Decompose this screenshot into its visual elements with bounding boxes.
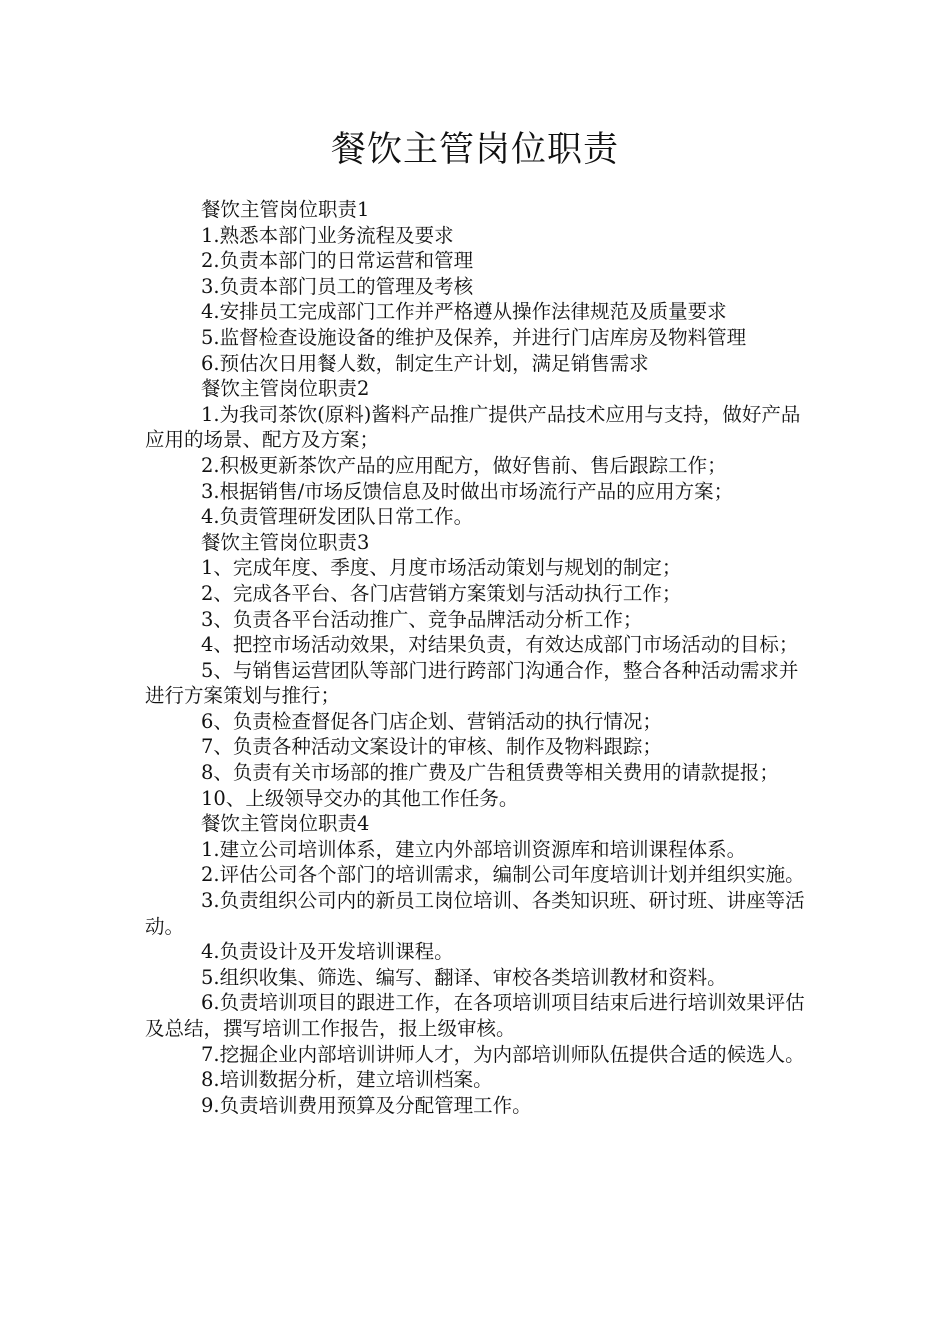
duty-item: 7.挖掘企业内部培训讲师人才，为内部培训师队伍提供合适的候选人。	[201, 1042, 805, 1066]
duty-item: 3.负责本部门员工的管理及考核	[201, 274, 474, 298]
duty-item: 3、负责各平台活动推广、竞争品牌活动分析工作；	[201, 607, 643, 631]
duty-item: 7、负责各种活动文案设计的审核、制作及物料跟踪；	[201, 735, 662, 759]
duty-item: 10、上级领导交办的其他工作任务。	[201, 786, 519, 810]
section-heading: 餐饮主管岗位职责4	[201, 812, 370, 836]
duty-item: 4.负责设计及开发培训课程。	[201, 940, 454, 964]
duty-item: 2.评估公司各个部门的培训需求，编制公司年度培训计划并组织实施。	[201, 863, 805, 887]
duty-item: 1.为我司茶饮(原料)酱料产品推广提供产品技术应用与支持，做好产品应用的场景、配方及方案；	[145, 402, 801, 452]
section-heading: 餐饮主管岗位职责2	[201, 377, 370, 401]
duty-item: 6、负责检查督促各门店企划、营销活动的执行情况；	[201, 709, 662, 733]
duty-item: 1、完成年度、季度、月度市场活动策划与规划的制定；	[201, 556, 682, 580]
duty-item: 5、与销售运营团队等部门进行跨部门沟通合作，整合各种活动需求并进行方案策划与推行；	[145, 658, 799, 708]
duty-item: 2.积极更新茶饮产品的应用配方，做好售前、售后跟踪工作；	[201, 453, 727, 477]
duty-item: 1.建立公司培训体系，建立内外部培训资源库和培训课程体系。	[201, 837, 747, 861]
duty-item: 4、把控市场活动效果，对结果负责，有效达成部门市场活动的目标；	[201, 633, 799, 657]
duty-item: 3.负责组织公司内的新员工岗位培训、各类知识班、研讨班、讲座等活动。	[145, 889, 805, 938]
document-body	[145, 197, 817, 1118]
duty-item: 9.负责培训费用预算及分配管理工作。	[201, 1093, 532, 1117]
section-heading: 餐饮主管岗位职责1	[201, 198, 370, 221]
duty-item: 4.负责管理研发团队日常工作。	[201, 505, 474, 529]
duty-item: 4.安排员工完成部门工作并严格遵从操作法律规范及质量要求	[201, 300, 727, 324]
duty-item: 6.预估次日用餐人数，制定生产计划，满足销售需求	[201, 351, 649, 375]
section-heading: 餐饮主管岗位职责3	[201, 530, 370, 554]
duty-item: 2.负责本部门的日常运营和管理	[201, 249, 474, 273]
duty-item: 8、负责有关市场部的推广费及广告租赁费等相关费用的请款提报；	[201, 761, 779, 785]
duty-item: 3.根据销售/市场反馈信息及时做出市场流行产品的应用方案；	[201, 479, 734, 503]
duty-item: 6.负责培训项目的跟进工作，在各项培训项目结束后进行培训效果评估及总结，撰写培训工作报告，报上级审核。	[145, 991, 805, 1040]
duty-item: 5.监督检查设施设备的维护及保养，并进行门店库房及物料管理	[201, 325, 747, 349]
duty-item: 1.熟悉本部门业务流程及要求	[201, 223, 454, 247]
duty-item: 2、完成各平台、各门店营销方案策划与活动执行工作；	[201, 581, 682, 605]
duty-item: 8.培训数据分析，建立培训档案。	[201, 1068, 493, 1092]
duty-item: 5.组织收集、筛选、编写、翻译、审校各类培训教材和资料。	[201, 965, 727, 989]
document-title: 餐饮主管岗位职责	[330, 130, 619, 170]
